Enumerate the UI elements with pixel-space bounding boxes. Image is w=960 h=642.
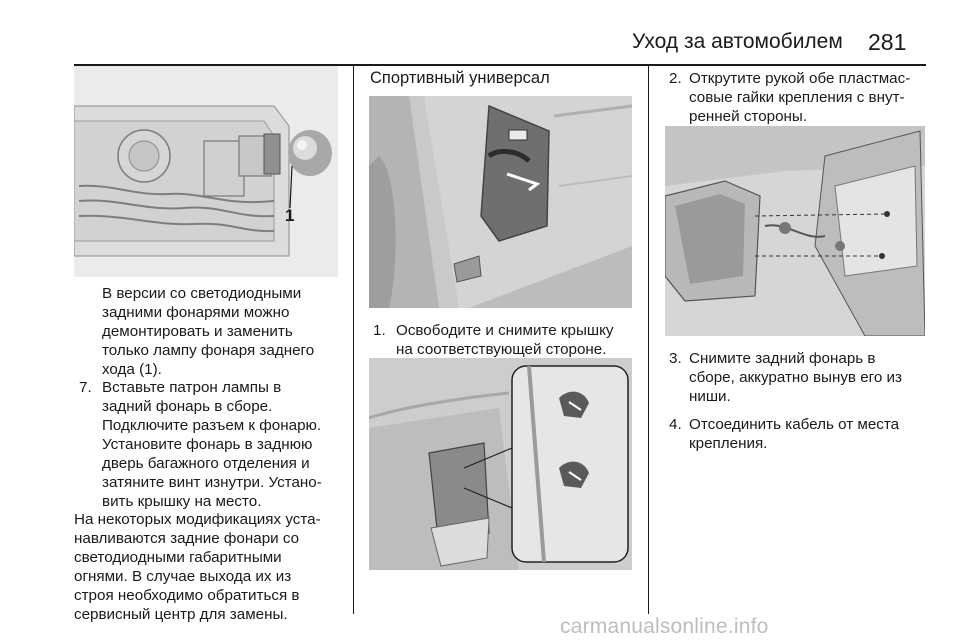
step-line: затяните винт изнутри. Устано-	[102, 474, 322, 491]
step-text	[396, 321, 614, 359]
step-number: 7.	[79, 379, 92, 396]
trunk-cover-illustration	[369, 96, 632, 308]
step-number: 2.	[669, 70, 682, 87]
page-number: 281	[868, 29, 907, 55]
column-divider-right	[648, 66, 649, 614]
step-number: 1.	[373, 322, 386, 339]
note-line: В версии со светодиодными	[102, 285, 302, 302]
step-line: дверь багажного отделения и	[102, 455, 310, 472]
note-line: задними фонарями можно	[102, 304, 290, 321]
step-line: на соответствующей стороне.	[396, 341, 607, 358]
step-line: крепления.	[689, 435, 768, 452]
step-line: совые гайки крепления с внут-	[689, 89, 905, 106]
section-title: Спортивный универсал	[370, 69, 550, 87]
paragraph-line: сервисный центр для замены.	[74, 606, 288, 623]
note-line: только лампу фонаря заднего	[102, 342, 315, 359]
step-text	[689, 415, 899, 453]
step-line: Подключите разъем к фонарю.	[102, 417, 322, 434]
step-number: 3.	[669, 350, 682, 367]
step-number: 4.	[669, 416, 682, 433]
step-line: Отсоединить кабель от места	[689, 416, 900, 433]
led-service-paragraph	[74, 510, 346, 624]
step-line: ниши.	[689, 388, 731, 405]
trunk-nuts-illustration	[369, 358, 632, 570]
step-text	[102, 378, 322, 511]
watermark: carmanualsonline.info	[560, 615, 769, 638]
lamp-holder-illustration	[74, 66, 338, 277]
figure-callout-number: 1	[285, 206, 295, 225]
paragraph-line: На некоторых модификациях уста-	[74, 511, 321, 528]
step-line: Вставьте патрон лампы в	[102, 379, 282, 396]
paragraph-line: строя необходимо обратиться в	[74, 587, 300, 604]
step-line: задний фонарь в сборе.	[102, 398, 273, 415]
note-line: хода (1).	[102, 361, 162, 378]
step-text	[689, 69, 910, 126]
step-line: вить крышку на место.	[102, 493, 262, 510]
paragraph-line: навливаются задние фонари со	[74, 530, 300, 547]
step-line: Снимите задний фонарь в	[689, 350, 876, 367]
page-header-title: Уход за автомобилем	[632, 30, 843, 53]
step-line: Открутите рукой обе пластмас-	[689, 70, 911, 87]
taillamp-removal-illustration	[665, 126, 925, 336]
column-divider-left	[353, 66, 354, 614]
paragraph-line: огнями. В случае выхода их из	[74, 568, 292, 585]
step-line: Установите фонарь в заднюю	[102, 436, 313, 453]
step-text	[689, 349, 902, 406]
step-line: Освободите и снимите крышку	[396, 322, 614, 339]
paragraph-line: светодиодными габаритными	[74, 549, 282, 566]
step-line: ренней стороны.	[689, 108, 808, 125]
step-line: сборе, аккуратно вынув его из	[689, 369, 902, 386]
note-line: демонтировать и заменить	[102, 323, 293, 340]
led-lamp-note	[102, 284, 340, 379]
